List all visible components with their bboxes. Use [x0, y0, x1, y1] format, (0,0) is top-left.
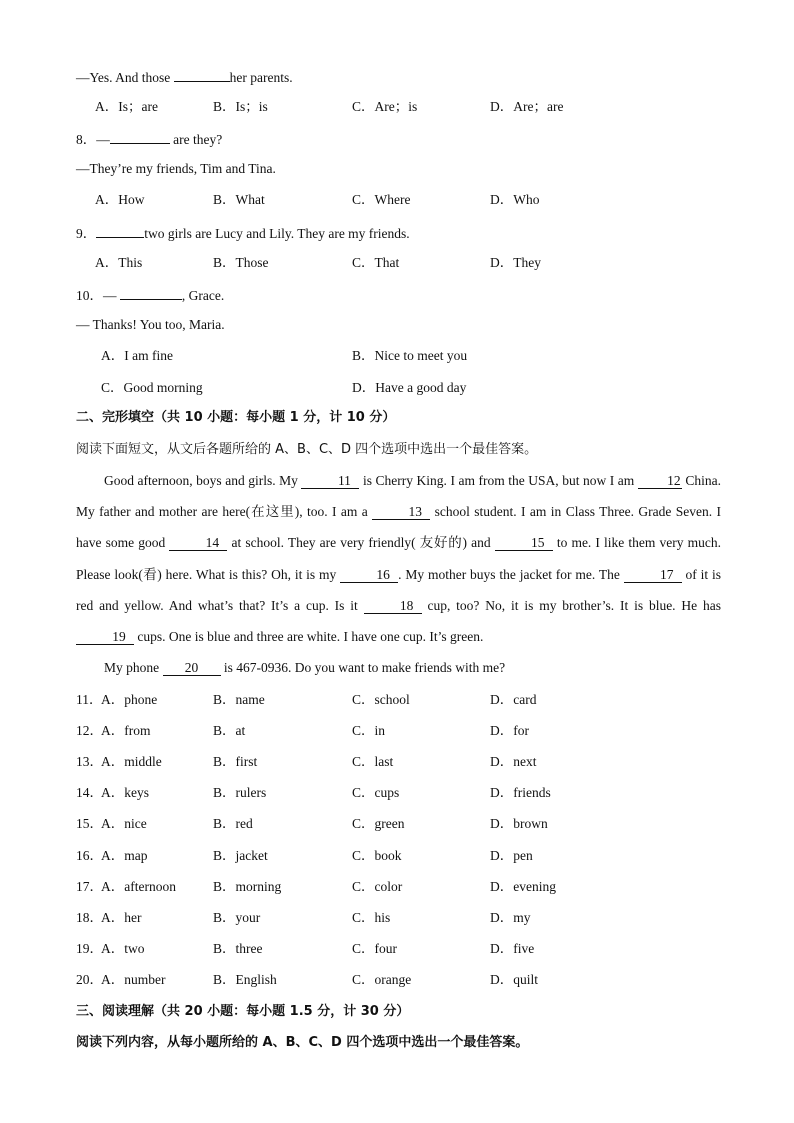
cloze-option-a[interactable]: A．number — [101, 971, 166, 987]
q7-answer-text-end: her parents. — [229, 70, 293, 85]
section-instruction-cloze: 阅读下面短文，从文后各题所给的 A、B、C、D 四个选项中选出一个最佳答案。 — [76, 442, 538, 457]
q10-option-b[interactable]: B．Nice to meet you — [352, 348, 468, 363]
q9-option-c[interactable]: C．That — [352, 255, 400, 270]
cloze-option-b[interactable]: B．at — [213, 723, 246, 739]
q8-option-b[interactable]: B．What — [213, 192, 265, 207]
q7-option-c[interactable]: C．Are；is — [352, 99, 418, 114]
cloze-question-number: 19． — [76, 940, 103, 956]
passage-text: to me. I like them very much. Please look(看) here. What is this? Oh, it is my — [76, 535, 721, 582]
cloze-passage-p2 — [104, 659, 505, 677]
cloze-option-d[interactable]: D．brown — [490, 816, 548, 832]
section-heading-reading: 三、阅读理解（共 20 小题：每小题 1.5 分，计 30 分） — [76, 1004, 410, 1019]
cloze-option-c[interactable]: C．in — [352, 723, 386, 739]
q8-stem-text: are they? — [169, 132, 223, 147]
passage-text: China. My father and mother are here(在这里), too. I am a — [76, 473, 721, 520]
q8-stem — [76, 129, 222, 149]
q9-option-d[interactable]: D．They — [490, 255, 541, 270]
cloze-option-c[interactable]: C．cups — [352, 785, 400, 801]
q8-option-c[interactable]: C．Where — [352, 192, 411, 207]
cloze-option-d[interactable]: D．quilt — [490, 971, 539, 987]
cloze-option-b[interactable]: B．name — [213, 692, 265, 707]
cloze-option-c[interactable]: C．green — [352, 816, 405, 832]
answer-blank[interactable] — [174, 67, 230, 82]
cloze-option-c[interactable]: C．school — [352, 692, 410, 707]
q9-stem — [76, 223, 410, 243]
answer-blank[interactable] — [120, 285, 182, 300]
passage-text: school student. I am in Class Three. Grade Seven. I have some good — [76, 504, 721, 551]
q10-stem-text: , Grace. — [181, 288, 225, 303]
q9-option-a[interactable]: A．This — [95, 255, 143, 270]
q7-option-d[interactable]: D．Are；are — [490, 99, 564, 114]
answer-blank[interactable] — [96, 223, 144, 238]
cloze-question-number: 14． — [76, 785, 103, 801]
cloze-option-c[interactable]: C．orange — [352, 971, 412, 987]
cloze-option-d[interactable]: D．next — [490, 754, 537, 770]
cloze-question-number: 20． — [76, 971, 103, 987]
q8-reply: —They’re my friends, Tim and Tina. — [76, 161, 276, 176]
cloze-option-a[interactable]: A．two — [101, 940, 145, 956]
q10-option-d[interactable]: D．Have a good day — [352, 380, 467, 395]
q10-number: 10．— — [76, 288, 120, 303]
cloze-option-b[interactable]: B．morning — [213, 878, 282, 894]
cloze-question-number: 16． — [76, 847, 103, 863]
cloze-option-a[interactable]: A．map — [101, 847, 148, 863]
section-instruction-reading: 阅读下列内容，从每小题所给的 A、B、C、D 四个选项中选出一个最佳答案。 — [76, 1035, 529, 1050]
q10-option-a[interactable]: A．I am fine — [101, 348, 173, 363]
cloze-blank-11[interactable]: 11 — [301, 473, 359, 489]
cloze-option-c[interactable]: C．his — [352, 909, 391, 925]
passage-text: cups. One is blue and three are white. I have one cup. It’s green. — [134, 629, 484, 645]
section-heading-cloze: 二、完形填空（共 10 小题：每小题 1 分，计 10 分） — [76, 410, 396, 425]
answer-blank[interactable] — [110, 129, 170, 144]
cloze-option-c[interactable]: C．four — [352, 940, 397, 956]
cloze-option-a[interactable]: A．nice — [101, 816, 147, 832]
cloze-option-b[interactable]: B．red — [213, 816, 253, 832]
cloze-option-a[interactable]: A．afternoon — [101, 878, 176, 894]
q10-stem — [76, 285, 224, 305]
cloze-blank-18[interactable]: 18 — [364, 598, 422, 614]
q8-number: 8．— — [76, 132, 110, 147]
passage-text: is 467-0936. Do you want to make friends with me? — [220, 660, 506, 675]
cloze-passage — [76, 465, 721, 652]
q9-number: 9． — [76, 226, 97, 241]
q7-answer-text: —Yes. And those — [76, 70, 174, 85]
q9-stem-text: two girls are Lucy and Lily. They are my friends. — [144, 226, 410, 241]
cloze-option-a[interactable]: A．middle — [101, 754, 162, 770]
cloze-question-number: 15． — [76, 816, 103, 832]
q10-option-c[interactable]: C．Good morning — [101, 380, 203, 395]
q10-reply: — Thanks! You too, Maria. — [76, 317, 225, 332]
cloze-blank-20[interactable]: 20 — [163, 660, 221, 676]
cloze-option-b[interactable]: B．jacket — [213, 847, 268, 863]
passage-text: of it is red and yellow. And what’s that? It’s a cup. Is it — [76, 566, 721, 613]
cloze-option-b[interactable]: B．first — [213, 754, 258, 770]
cloze-option-c[interactable]: C．book — [352, 847, 402, 863]
cloze-option-c[interactable]: C．color — [352, 878, 403, 894]
cloze-option-d[interactable]: D．five — [490, 940, 535, 956]
cloze-option-a[interactable]: A．keys — [101, 785, 149, 801]
cloze-option-b[interactable]: B．your — [213, 909, 261, 925]
cloze-blank-16[interactable]: 16 — [340, 567, 398, 583]
cloze-option-a[interactable]: A．phone — [101, 692, 158, 707]
cloze-option-d[interactable]: D．evening — [490, 878, 556, 894]
cloze-blank-17[interactable]: 17 — [624, 567, 682, 583]
cloze-blank-13[interactable]: 13 — [372, 504, 430, 520]
passage-text: cup, too? No, it is my brother’s. It is blue. He has — [421, 597, 721, 613]
cloze-blank-14[interactable]: 14 — [169, 535, 227, 551]
cloze-question-number: 12． — [76, 723, 103, 739]
passage-text: at school. They are very friendly( 友好的) and — [227, 535, 495, 551]
cloze-option-d[interactable]: D．friends — [490, 785, 551, 801]
cloze-option-d[interactable]: D．pen — [490, 847, 533, 863]
q7-answer-line — [76, 67, 293, 87]
cloze-option-a[interactable]: A．from — [101, 723, 151, 739]
q8-option-a[interactable]: A．How — [95, 192, 145, 207]
cloze-option-b[interactable]: B．three — [213, 940, 263, 956]
cloze-question-number: 13． — [76, 754, 103, 770]
passage-text: is Cherry King. I am from the USA, but now I am — [359, 473, 638, 488]
cloze-option-b[interactable]: B．English — [213, 971, 277, 987]
q7-option-b[interactable]: B．Is；is — [213, 99, 268, 114]
cloze-question-number: 11． — [76, 692, 103, 707]
q9-option-b[interactable]: B．Those — [213, 255, 269, 270]
cloze-question-number: 18． — [76, 909, 103, 925]
cloze-option-c[interactable]: C．last — [352, 754, 394, 770]
q8-option-d[interactable]: D．Who — [490, 192, 540, 207]
passage-text: My phone — [104, 660, 163, 675]
cloze-question-number: 17． — [76, 878, 103, 894]
cloze-option-d[interactable]: D．my — [490, 909, 531, 925]
passage-text: . My mother buys the jacket for me. The — [398, 566, 624, 582]
cloze-blank-19[interactable]: 19 — [76, 629, 134, 645]
cloze-option-b[interactable]: B．rulers — [213, 785, 267, 801]
q7-option-a[interactable]: A．Is；are — [95, 99, 158, 114]
cloze-option-d[interactable]: D．card — [490, 692, 537, 707]
passage-text: Good afternoon, boys and girls. My — [104, 473, 302, 488]
cloze-option-d[interactable]: D．for — [490, 723, 529, 739]
cloze-blank-15[interactable]: 15 — [495, 535, 553, 551]
cloze-option-a[interactable]: A．her — [101, 909, 142, 925]
cloze-blank-12[interactable]: 12 — [638, 473, 682, 489]
